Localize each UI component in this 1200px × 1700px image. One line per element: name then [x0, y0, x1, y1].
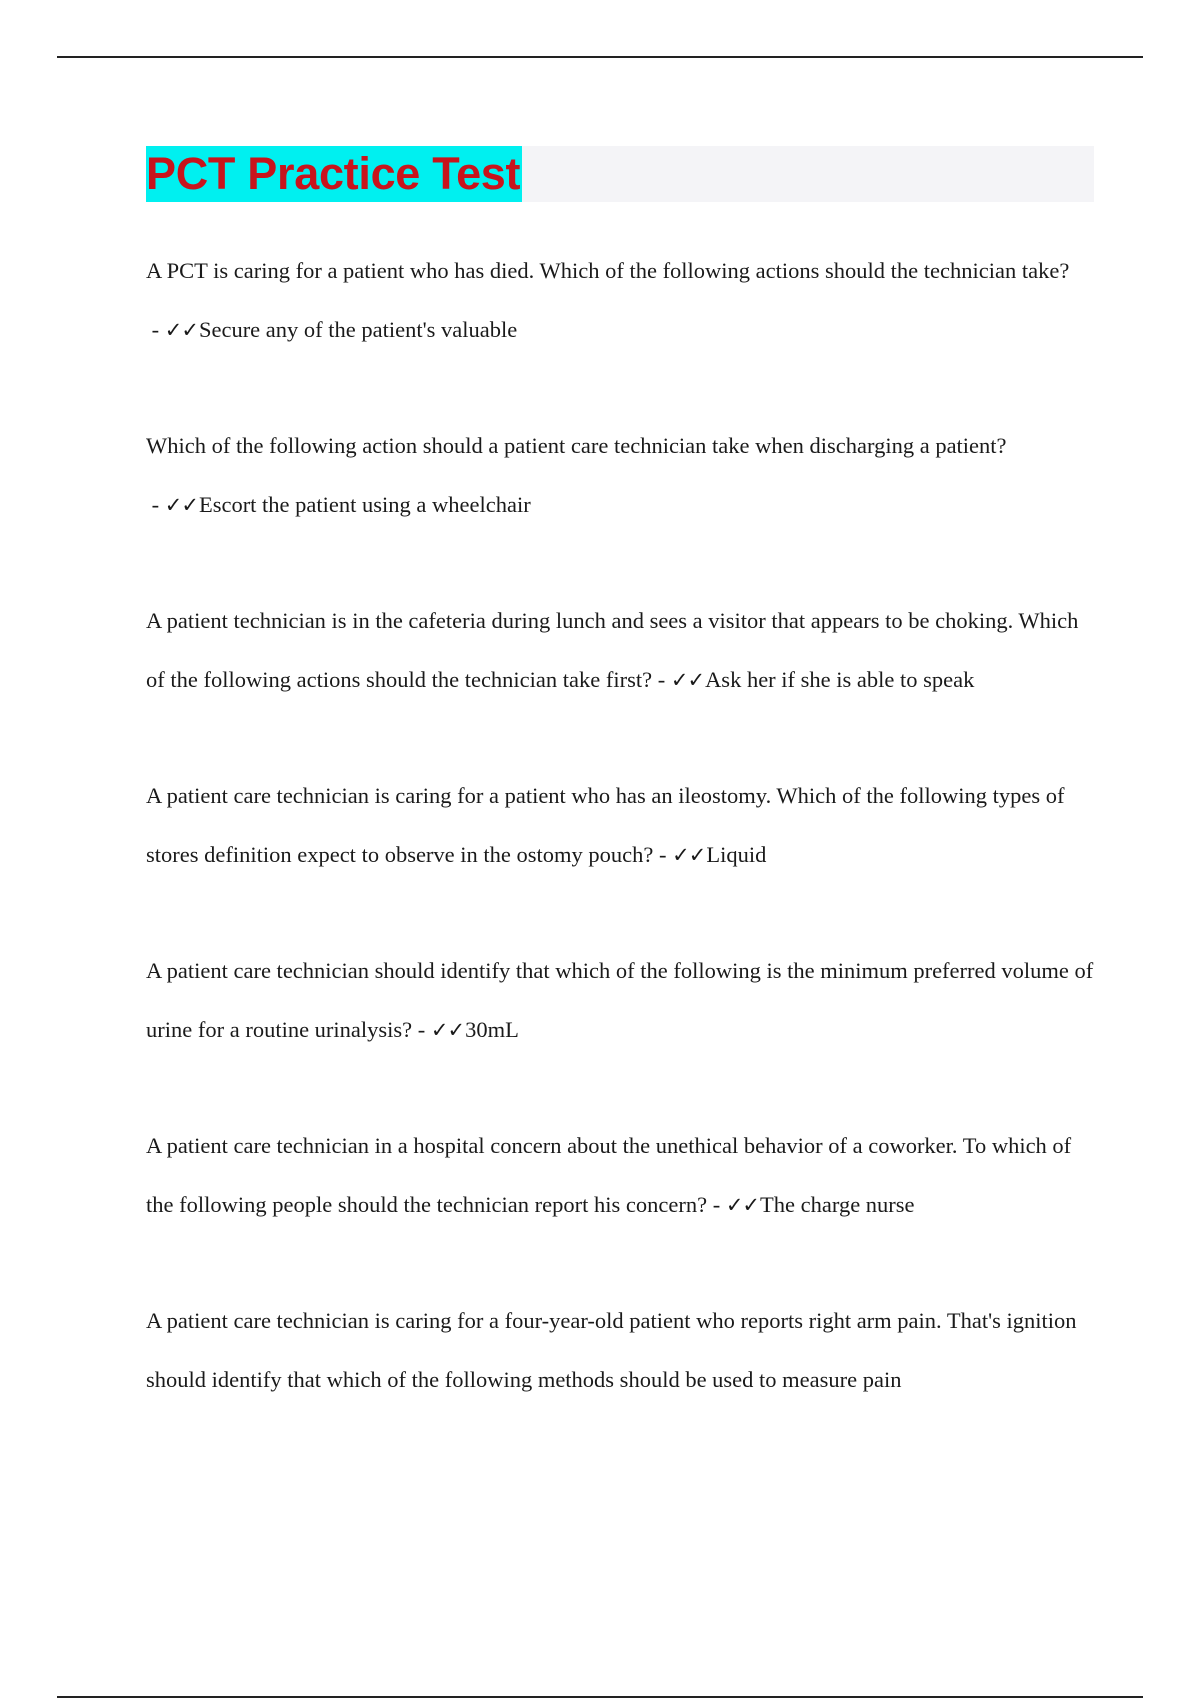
- answer-text: Escort the patient using a wheelchair: [198, 491, 531, 517]
- double-check-icon: ✓✓: [672, 842, 706, 867]
- answer-text: 30mL: [465, 1016, 519, 1042]
- top-rule: [57, 56, 1143, 58]
- question-text: A patient care technician is caring for a patient who has an ileostomy. Which of the following types of stores definition expect to observe in the ostomy pouch?: [146, 783, 1065, 867]
- answer-text: The charge nurse: [760, 1191, 915, 1217]
- question-text: A PCT is caring for a patient who has died. Which of the following actions should the technician take?: [146, 258, 1070, 283]
- question-item: [146, 1292, 1101, 1409]
- separator: -: [652, 666, 671, 692]
- page-title: PCT Practice Test: [146, 148, 521, 199]
- bottom-rule: [57, 1696, 1143, 1698]
- title-highlight: [146, 146, 522, 202]
- question-item: [146, 417, 1101, 534]
- question-item: [146, 942, 1101, 1059]
- title-bar: [146, 146, 1094, 202]
- double-check-icon: ✓✓: [164, 492, 198, 517]
- double-check-icon: ✓✓: [164, 317, 198, 342]
- question-item: [146, 592, 1101, 709]
- separator: -: [653, 841, 673, 867]
- separator: -: [146, 491, 165, 517]
- separator: -: [412, 1016, 431, 1042]
- double-check-icon: ✓✓: [725, 1192, 760, 1217]
- question-item: [146, 1117, 1101, 1234]
- double-check-icon: ✓✓: [670, 667, 705, 692]
- answer-text: Secure any of the patient's valuable: [198, 316, 518, 342]
- separator: -: [707, 1191, 726, 1217]
- answer-text: Liquid: [706, 841, 767, 867]
- double-check-icon: ✓✓: [430, 1017, 465, 1042]
- answer-text: Ask her if she is able to speak: [705, 666, 975, 692]
- question-text: A patient care technician should identify that which of the following is the minimum preferred volume of urine for a routine urinalysis?: [146, 958, 1094, 1042]
- question-item: [146, 767, 1101, 884]
- question-text: A patient care technician is caring for a four-year-old patient who reports right arm pain. That's ignition should identify that which of the following methods should be used to measure pain: [146, 1308, 1077, 1392]
- question-item: [146, 242, 1101, 359]
- question-text: Which of the following action should a patient care technician take when discharging a patient?: [146, 433, 1007, 458]
- question-text: A patient care technician in a hospital concern about the unethical behavior of a coworker. To which of the following people should the technician report his concern?: [146, 1133, 1072, 1217]
- question-text: A patient technician is in the cafeteria during lunch and sees a visitor that appears to be choking. Which of the following actions should the technician take first?: [146, 608, 1079, 692]
- question-list: [146, 242, 1101, 1409]
- separator: -: [146, 316, 165, 342]
